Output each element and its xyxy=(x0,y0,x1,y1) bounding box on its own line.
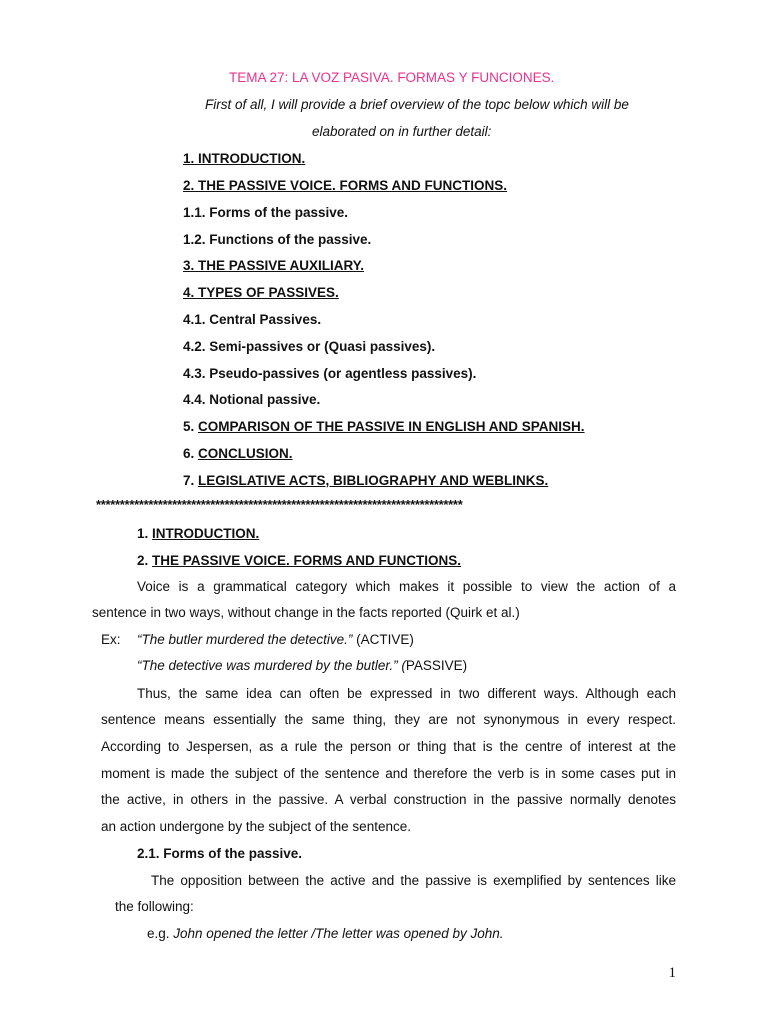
outline-item-text: COMPARISON OF THE PASSIVE IN ENGLISH AND SPANISH. xyxy=(198,419,585,434)
section-title: INTRODUCTION. xyxy=(152,526,260,541)
subsection-heading: 2.1. Forms of the passive. xyxy=(137,846,303,861)
paragraph-line: an action undergone by the subject of the sentence. xyxy=(101,819,411,834)
example-quote: “The butler murdered the detective.” xyxy=(137,632,353,647)
paragraph-line: the active, in others in the passive. A verbal construction in the passive normally denotes xyxy=(101,792,676,807)
paragraph-line: According to Jespersen, as a rule the person or thing that is the centre of interest at the xyxy=(101,739,676,754)
example-quote: “The detective was murdered by the butler.” ( xyxy=(137,658,406,673)
example-line xyxy=(147,925,504,943)
paragraph-line: Thus, the same idea can often be expressed in two different ways. Although each xyxy=(137,686,676,701)
outline-item-text: CONCLUSION. xyxy=(198,446,293,461)
outline-item: 4.4. Notional passive. xyxy=(183,392,321,407)
example-active xyxy=(137,631,414,649)
intro-line-2: elaborated on in further detail: xyxy=(312,124,492,139)
example-tag: (ACTIVE) xyxy=(352,632,414,647)
section-number: 2. xyxy=(137,553,153,568)
document-title: TEMA 27: LA VOZ PASIVA. FORMAS Y FUNCIONES. xyxy=(229,70,555,85)
outline-item: 1. INTRODUCTION. xyxy=(183,151,306,166)
section-title: THE PASSIVE VOICE. FORMS AND FUNCTIONS. xyxy=(152,553,462,568)
outline-item-text: LEGISLATIVE ACTS, BIBLIOGRAPHY AND WEBLINKS. xyxy=(198,473,549,488)
paragraph-line: Voice is a grammatical category which makes it possible to view the action of a xyxy=(137,579,676,594)
section-number: 1. xyxy=(137,526,153,541)
outline-item xyxy=(183,418,585,436)
outline-item: 1.1. Forms of the passive. xyxy=(183,205,349,220)
paragraph-line: The opposition between the active and the passive is exemplified by sentences like xyxy=(151,873,676,888)
outline-item xyxy=(183,472,548,490)
paragraph-line: sentence means essentially the same thing, they are not synonymous in every respect. xyxy=(101,712,676,727)
example-label: e.g. xyxy=(147,926,174,941)
section-heading xyxy=(137,552,461,570)
paragraph-line: the following: xyxy=(115,899,194,914)
outline-item: 2. THE PASSIVE VOICE. FORMS AND FUNCTIONS. xyxy=(183,178,508,193)
outline-item-number: 7. xyxy=(183,473,199,488)
example-label: Ex: xyxy=(101,632,121,647)
outline-item: 4.3. Pseudo-passives (or agentless passives). xyxy=(183,366,477,381)
outline-item: 1.2. Functions of the passive. xyxy=(183,232,372,247)
page-number: 1 xyxy=(668,965,676,981)
example-tag: PASSIVE) xyxy=(405,658,468,673)
paragraph-line: sentence in two ways, without change in the facts reported (Quirk et al.) xyxy=(92,605,520,620)
outline-item-number: 6. xyxy=(183,446,199,461)
outline-item xyxy=(183,445,293,463)
outline-item-number: 5. xyxy=(183,419,199,434)
paragraph-line: moment is made the subject of the sentence and therefore the verb is in some cases put in xyxy=(101,766,676,781)
outline-item: 4.2. Semi-passives or (Quasi passives). xyxy=(183,339,436,354)
section-heading xyxy=(137,525,259,543)
separator-line: ***************************************************************************** xyxy=(96,497,463,512)
outline-item: 3. THE PASSIVE AUXILIARY. xyxy=(183,258,365,273)
intro-line-1: First of all, I will provide a brief overview of the topc below which will be xyxy=(205,97,629,112)
example-text: John opened the letter /The letter was opened by John. xyxy=(173,926,504,941)
example-passive xyxy=(137,657,467,675)
outline-item: 4. TYPES OF PASSIVES. xyxy=(183,285,339,300)
outline-item: 4.1. Central Passives. xyxy=(183,312,322,327)
